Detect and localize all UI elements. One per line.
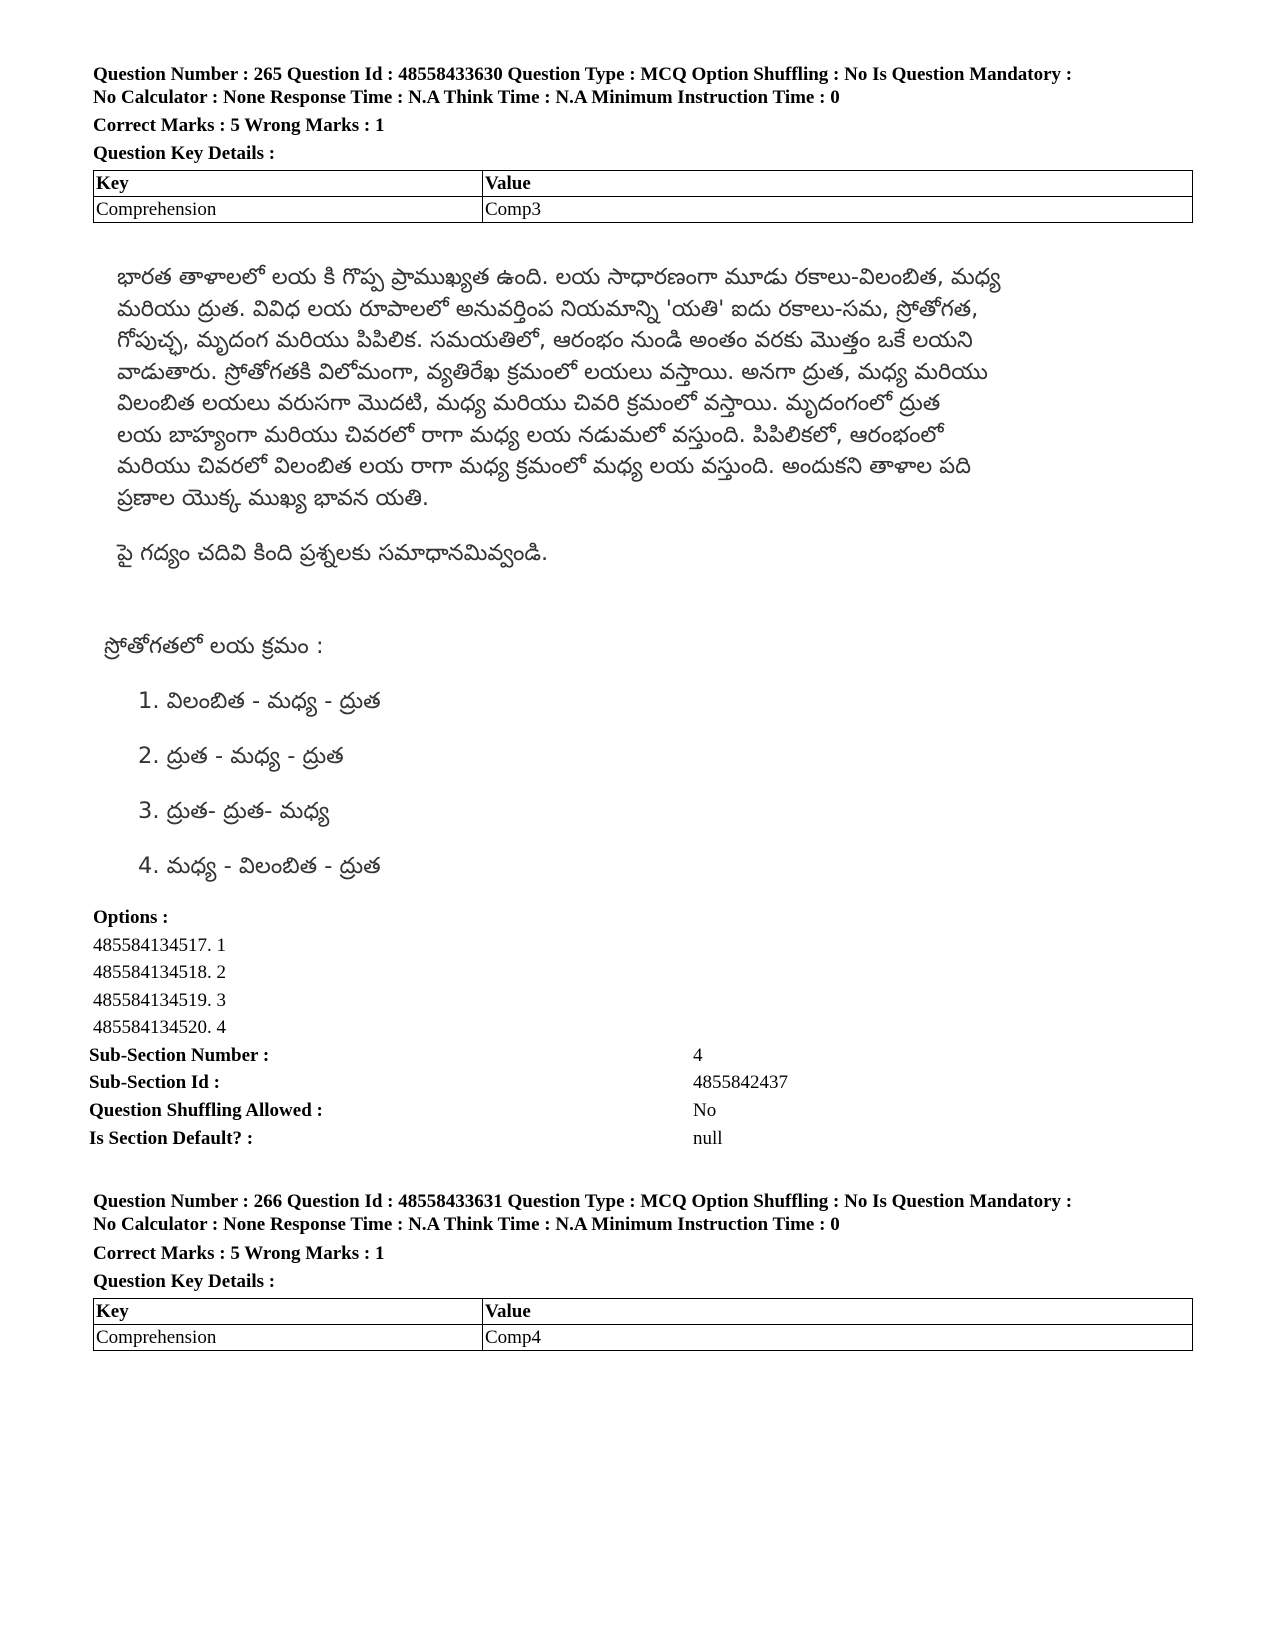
section-default-label: Is Section Default? :	[89, 1128, 254, 1149]
choice-item: 2. ద్రుత - మధ్య - ద్రుత	[138, 743, 344, 769]
passage-line: ప్రణాల యొక్క ముఖ్య భావన యతి.	[117, 484, 429, 511]
option-id: 485584134518. 2	[93, 962, 226, 983]
table-row	[94, 197, 1193, 223]
question-266-key-details-label: Question Key Details :	[93, 1271, 276, 1292]
subsection-number-value: 4	[693, 1045, 703, 1066]
table-header-key: Key	[94, 171, 483, 197]
question-header-line1: Question Number : 266 Question Id : 48558433631 Question Type : MCQ Option Shuffling : No Is Question Mandatory :	[93, 1191, 1073, 1212]
question-shuffling-label: Question Shuffling Allowed :	[89, 1100, 323, 1121]
table-cell-value: Comp4	[483, 1325, 1193, 1351]
passage-line: మరియు ద్రుత. వివిధ లయ రూపాలలో అనువర్తింప నియమాన్ని 'యతి' ఐదు రకాలు-సమ, స్రోతోగత,	[117, 295, 979, 322]
table-header-key: Key	[94, 1299, 483, 1325]
question-266-marks: Correct Marks : 5 Wrong Marks : 1	[93, 1243, 385, 1264]
table-header-value: Value	[483, 171, 1193, 197]
passage-line: విలంబిత లయలు వరుసగా మొదటి, మధ్య మరియు చివరి క్రమంలో వస్తాయి. మృదంగంలో ద్రుత	[117, 390, 941, 416]
option-id: 485584134520. 4	[93, 1017, 226, 1038]
question-header-line2: No Calculator : None Response Time : N.A Think Time : N.A Minimum Instruction Time : 0	[93, 87, 840, 108]
question-shuffling-value: No	[693, 1100, 717, 1121]
table-header-row	[94, 1299, 1193, 1325]
subsection-id-label: Sub-Section Id :	[89, 1072, 220, 1093]
table-cell-value: Comp3	[483, 197, 1193, 223]
option-id: 485584134517. 1	[93, 935, 226, 956]
passage-line: గోపుచ్ఛ, మృదంగ మరియు పిపిలిక. సమయతిలో, ఆరంభం నుండి అంతం వరకు మొత్తం ఒకే లయని	[117, 327, 973, 353]
question-stem: స్రోతోగతలో లయ క్రమం :	[104, 633, 324, 659]
table-cell-key: Comprehension	[94, 197, 483, 223]
comprehension-passage	[117, 262, 1187, 514]
subsection-id-value: 4855842437	[693, 1072, 788, 1093]
section-default-value: null	[693, 1128, 723, 1149]
choice-item: 4. మధ్య - విలంబిత - ద్రుత	[138, 853, 381, 879]
table-cell-key: Comprehension	[94, 1325, 483, 1351]
choice-item: 1. విలంబిత - మధ్య - ద్రుత	[138, 688, 381, 714]
passage-line: లయ బాహ్యంగా మరియు చివరలో రాగా మధ్య లయ నడుమలో వస్తుంది. పిపిలికలో, ఆరంభంలో	[117, 421, 944, 448]
table-row	[94, 1325, 1193, 1351]
table-header-value: Value	[483, 1299, 1193, 1325]
table-header-row	[94, 171, 1193, 197]
question-266-header	[93, 1190, 1203, 1236]
question-header-line2: No Calculator : None Response Time : N.A Think Time : N.A Minimum Instruction Time : 0	[93, 1214, 840, 1235]
passage-line: మరియు చివరలో విలంబిత లయ రాగా మధ్య క్రమంలో మధ్య లయ వస్తుంది. అందుకని తాళాల పది	[117, 453, 971, 479]
question-265-header	[93, 63, 1203, 109]
option-id: 485584134519. 3	[93, 990, 226, 1011]
subsection-number-label: Sub-Section Number :	[89, 1045, 270, 1066]
question-header-line1: Question Number : 265 Question Id : 48558433630 Question Type : MCQ Option Shuffling : No Is Question Mandatory :	[93, 64, 1073, 85]
question-266-key-table	[93, 1298, 1193, 1351]
question-265-key-details-label: Question Key Details :	[93, 143, 276, 164]
passage-line: వాడుతారు. స్రోతోగతకి విలోమంగా, వ్యతిరేఖ క్రమంలో లయలు వస్తాయి. అనగా ద్రుత, మధ్య మరియు	[117, 358, 988, 385]
options-label: Options :	[93, 907, 169, 928]
choice-item: 3. ద్రుత- ద్రుత- మధ్య	[138, 798, 330, 824]
question-265-marks: Correct Marks : 5 Wrong Marks : 1	[93, 115, 385, 136]
question-265-key-table	[93, 170, 1193, 223]
passage-line: భారత తాళాలలో లయ కి గొప్ప ప్రాముఖ్యత ఉంది. లయ సాధారణంగా మూడు రకాలు-విలంబిత, మధ్య	[117, 264, 1001, 290]
passage-instruction: పై గద్యం చదివి కింది ప్రశ్నలకు సమాధానమివ్వండి.	[117, 540, 549, 566]
